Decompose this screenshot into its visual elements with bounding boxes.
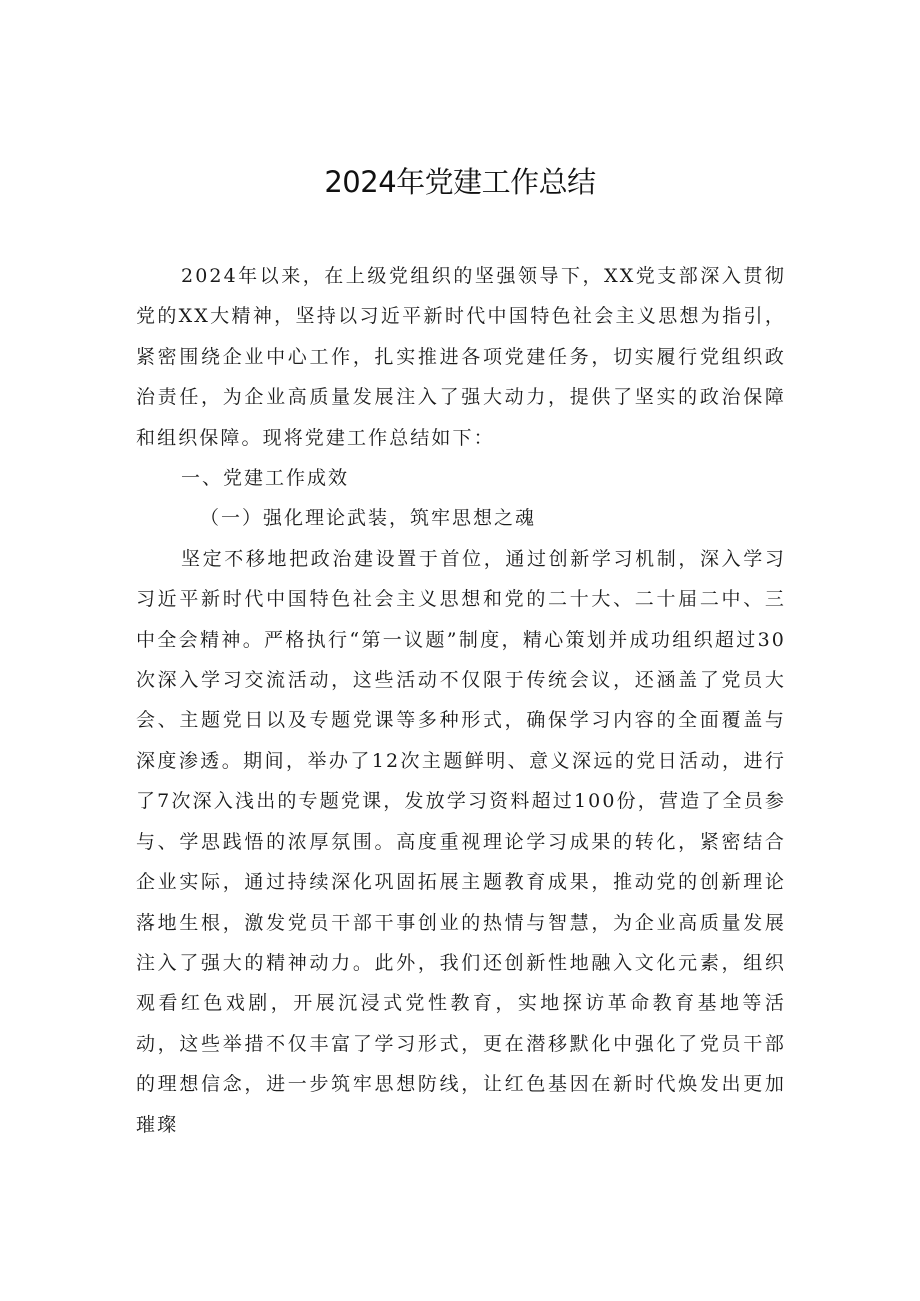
document-title: 2024年党建工作总结: [324, 165, 596, 199]
document-body: [136, 256, 786, 1145]
body-paragraph: 坚定不移地把政治建设置于首位，通过创新学习机制，深入学习习近平新时代中国特色社会主义思想和党的二十大、二十届二中、三中全会精神。严格执行“第一议题”制度，精心策划并成功组织超过30次深入学习交流活动，这些活动不仅限于传统会议，还涵盖了党员大会、主题党日以及专题党课等多种形式，确保学习内容的全面覆盖与深度渗透。期间，举办了12次主题鲜明、意义深远的党日活动，进行了7次深入浅出的专题党课，发放学习资料超过100份，营造了全员参与、学思践悟的浓厚氛围。高度重视理论学习成果的转化，紧密结合企业实际，通过持续深化巩固拓展主题教育成果，推动党的创新理论落地生根，激发党员干部干事创业的热情与智慧，为企业高质量发展注入了强大的精神动力。此外，我们还创新性地融入文化元素，组织观看红色戏剧，开展沉浸式党性教育，实地探访革命教育基地等活动，这些举措不仅丰富了学习形式，更在潜移默化中强化了党员干部的理想信念，进一步筑牢思想防线，让红色基因在新时代焕发出更加璀璨: [136, 547, 786, 1136]
subsection-heading: （一）强化理论武装，筑牢思想之魂: [200, 507, 537, 530]
intro-paragraph: 2024年以来，在上级党组织的坚强领导下，XX党支部深入贯彻党的XX大精神，坚持以习近平新时代中国特色社会主义思想为指引，紧密围绕企业中心工作，扎实推进各项党建任务，切实履行党组织政治责任，为企业高质量发展注入了强大动力，提供了坚实的政治保障和组织保障。现将党建工作总结如下：: [136, 265, 786, 449]
section-heading: 一、党建工作成效: [181, 467, 350, 490]
